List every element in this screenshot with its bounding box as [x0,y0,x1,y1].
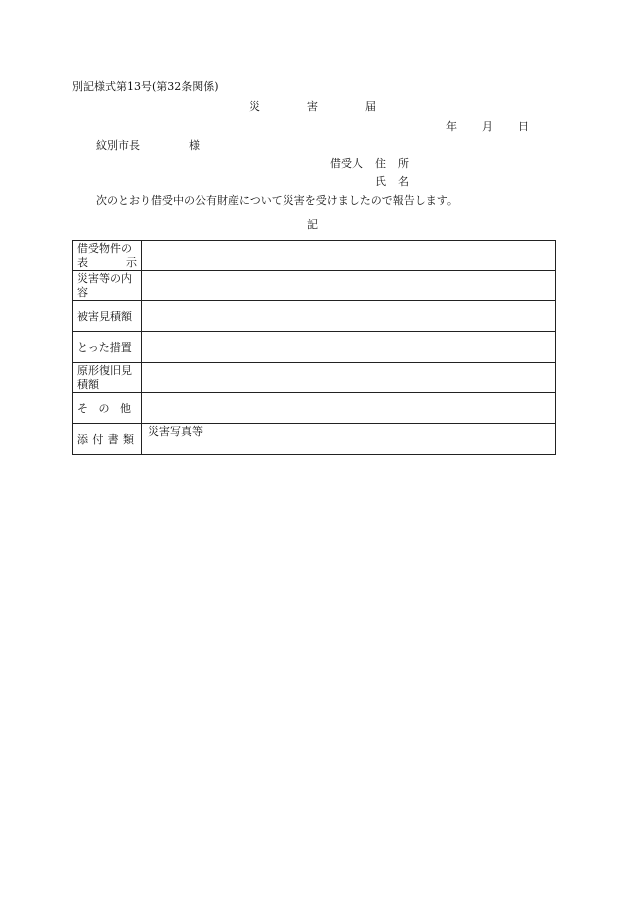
record-mark: 記 [307,218,318,231]
address-label-char-1: 住 [375,157,386,170]
value-damage-content[interactable] [142,271,556,301]
name-label-char-2: 名 [398,175,409,188]
value-measures[interactable] [142,332,556,363]
label-other-char-3: 他 [120,401,131,415]
date-month-label: 月 [482,120,493,133]
label-attachments-char-3: 書 [107,432,119,446]
label-other-char-1: そ [77,401,88,415]
label-other [73,393,142,424]
label-restoration-estimate [73,363,142,393]
label-restoration-estimate-line1: 原形復旧見 [77,364,132,377]
label-attachments-char-1: 添 [77,432,88,446]
table-row-measures [73,332,556,363]
label-measures [73,332,142,363]
title-char-2: 害 [307,100,318,113]
label-attachments-char-4: 類 [122,432,134,446]
label-damage-content-line1: 災害等の内 [77,272,132,285]
label-attachments-char-2: 付 [92,432,104,446]
label-property-line2 [77,256,137,270]
value-restoration-estimate[interactable] [142,363,556,393]
label-property-line1: 借受物件の [77,242,132,255]
table-row-damage-estimate [73,301,556,332]
value-other[interactable] [142,393,556,424]
table-row-other [73,393,556,424]
label-attachments [73,424,142,455]
title-char-3: 届 [365,100,376,113]
label-property-char-left: 表 [77,256,88,269]
address-label-char-2: 所 [398,157,409,170]
form-reference: 別記様式第13号(第32条関係) [72,80,219,93]
label-property-char-right: 示 [126,256,137,269]
table-row-attachments [73,424,556,455]
value-property[interactable] [142,241,556,271]
addressee-honorific: 様 [189,139,200,152]
table-row-property [73,241,556,271]
label-attachments-chars [77,425,137,454]
table-row-restoration-estimate [73,363,556,393]
title-char-1: 災 [249,100,260,113]
disaster-report-table [72,240,556,455]
addressee-name: 紋別市長 [96,139,140,152]
value-damage-estimate[interactable] [142,301,556,332]
label-other-chars [77,394,137,423]
label-damage-estimate [73,301,142,332]
intro-text: 次のとおり借受中の公有財産について災害を受けましたので報告します。 [96,194,458,207]
label-property [73,241,142,271]
label-damage-estimate-text: 被害見積額 [77,309,132,323]
applicant-role: 借受人 [330,157,363,170]
label-restoration-estimate-line2: 積額 [77,378,99,391]
label-damage-content [73,271,142,301]
table-row-damage-content [73,271,556,301]
date-day-label: 日 [518,120,529,133]
label-other-char-2: の [98,401,110,415]
name-label-char-1: 氏 [375,175,386,188]
label-damage-content-line2: 容 [77,286,88,299]
date-year-label: 年 [446,120,457,133]
value-attachments[interactable]: 災害写真等 [142,424,556,455]
label-measures-text: とった措置 [77,340,132,354]
